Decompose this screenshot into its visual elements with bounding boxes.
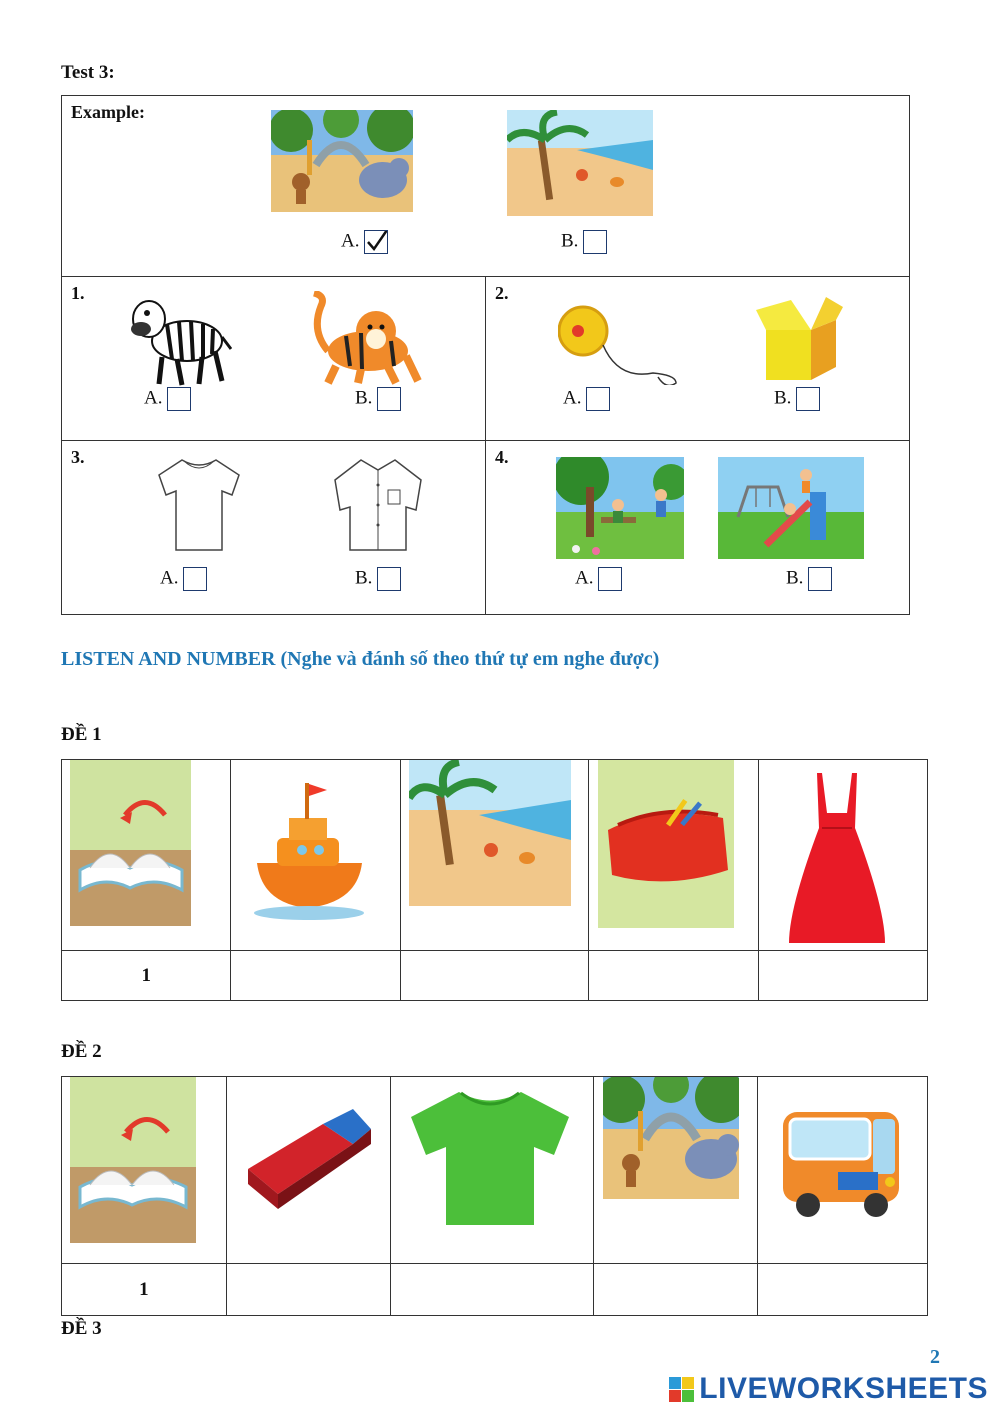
option-a-label: A. — [160, 567, 179, 589]
checkbox-a[interactable] — [183, 567, 207, 591]
answer-number: 1 — [141, 964, 151, 986]
question-3-option-a — [160, 567, 207, 591]
question-number: 3. — [71, 447, 85, 467]
de2-picture-cell — [226, 1077, 391, 1264]
question-4-option-b — [786, 567, 832, 591]
yoyo-picture — [558, 305, 683, 385]
option-b-label: B. — [786, 567, 804, 589]
question-1-cell — [62, 277, 486, 441]
de1-label: ĐỀ 1 — [61, 724, 102, 745]
checkbox-b[interactable] — [377, 567, 401, 591]
option-a-label: A. — [341, 230, 360, 252]
red-dress-picture — [787, 768, 887, 946]
de2-label: ĐỀ 2 — [61, 1041, 102, 1062]
de1-picture-cell — [400, 760, 588, 951]
example-label: Example: — [71, 102, 145, 122]
de1-picture-cell — [62, 760, 231, 951]
de2-table — [61, 1076, 928, 1316]
de1-answer-cell[interactable] — [400, 951, 588, 1001]
de2-picture-cell — [593, 1077, 758, 1264]
option-b-label: B. — [355, 567, 373, 589]
de1-picture-cell — [231, 760, 400, 951]
question-number: 1. — [71, 283, 85, 303]
de1-table — [61, 759, 928, 1001]
checkbox-b[interactable] — [583, 230, 607, 254]
question-1-option-a — [144, 387, 191, 411]
book-picture — [70, 760, 191, 926]
de2-answer-cell[interactable] — [758, 1264, 928, 1316]
box-picture — [751, 295, 849, 383]
question-4-option-a — [575, 567, 622, 591]
shirt-outline-picture — [326, 455, 430, 553]
option-a-label: A. — [563, 387, 582, 409]
de2-picture-cell — [758, 1077, 928, 1264]
question-1-option-b — [355, 387, 401, 411]
zebra-picture — [127, 289, 232, 389]
checkbox-b[interactable] — [377, 387, 401, 411]
example-cell — [62, 96, 910, 277]
liveworksheets-logo-icon — [669, 1377, 695, 1403]
pencil-case-picture — [598, 760, 734, 928]
brand-logo — [669, 1372, 988, 1406]
page-number: 2 — [930, 1346, 940, 1368]
test-title: Test 3: — [61, 62, 115, 83]
de1-answer-cell[interactable] — [62, 951, 231, 1001]
brand-text: LIVEWORKSHEETS — [699, 1372, 988, 1405]
checkbox-a[interactable] — [167, 387, 191, 411]
checkbox-a-checked[interactable] — [364, 230, 388, 254]
zoo-picture — [603, 1077, 739, 1199]
question-2-option-a — [563, 387, 610, 411]
park-picture — [556, 457, 684, 559]
beach-picture — [507, 110, 653, 216]
de3-label: ĐỀ 3 — [61, 1318, 102, 1339]
de2-answer-cell[interactable] — [391, 1264, 594, 1316]
green-tshirt-picture — [409, 1087, 571, 1227]
option-a-label: A. — [575, 567, 594, 589]
question-number: 4. — [495, 447, 509, 467]
de1-answer-cell[interactable] — [231, 951, 400, 1001]
de2-answer-cell[interactable] — [62, 1264, 227, 1316]
de1-picture-cell — [758, 760, 927, 951]
bus-picture — [778, 1097, 904, 1222]
tshirt-outline-picture — [154, 455, 244, 553]
de1-answer-cell[interactable] — [589, 951, 758, 1001]
book-picture — [70, 1077, 196, 1243]
question-3-cell — [62, 441, 486, 615]
checkbox-a[interactable] — [586, 387, 610, 411]
example-option-a — [341, 230, 388, 254]
option-b-label: B. — [774, 387, 792, 409]
de2-picture-cell — [391, 1077, 594, 1264]
beach-picture — [409, 760, 571, 906]
checkbox-b[interactable] — [808, 567, 832, 591]
de2-answer-cell[interactable] — [593, 1264, 758, 1316]
de2-picture-cell — [62, 1077, 227, 1264]
test3-table — [61, 95, 910, 615]
question-2-option-b — [774, 387, 820, 411]
checkmark-icon — [365, 231, 387, 253]
checkbox-b[interactable] — [796, 387, 820, 411]
de2-answer-cell[interactable] — [226, 1264, 391, 1316]
option-a-label: A. — [144, 387, 163, 409]
answer-number: 1 — [139, 1278, 149, 1300]
checkbox-a[interactable] — [598, 567, 622, 591]
question-number: 2. — [495, 283, 509, 303]
question-3-option-b — [355, 567, 401, 591]
zoo-picture — [271, 110, 413, 212]
example-option-b — [561, 230, 607, 254]
de1-answer-cell[interactable] — [758, 951, 927, 1001]
eraser-picture — [243, 1099, 371, 1214]
option-b-label: B. — [355, 387, 373, 409]
section-heading: LISTEN AND NUMBER (Nghe và đánh số theo thứ tự em nghe được) — [61, 648, 660, 670]
question-4-cell — [486, 441, 910, 615]
option-b-label: B. — [561, 230, 579, 252]
boat-picture — [247, 778, 372, 920]
tiger-picture — [306, 291, 426, 386]
question-2-cell — [486, 277, 910, 441]
playground-picture — [718, 457, 864, 559]
de1-picture-cell — [589, 760, 758, 951]
